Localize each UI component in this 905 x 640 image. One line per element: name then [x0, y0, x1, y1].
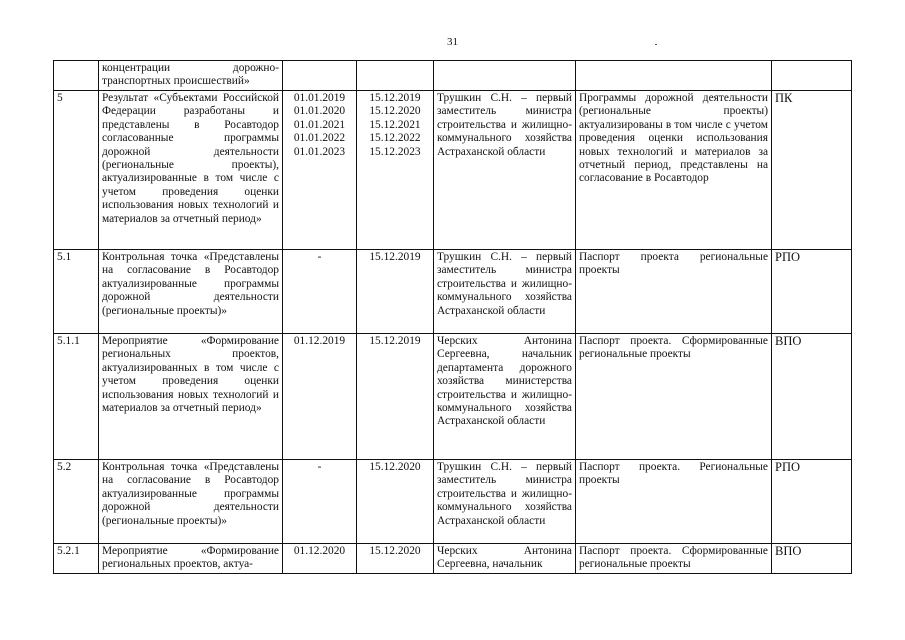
start-date: 01.01.2020 [293, 105, 346, 118]
row-number [54, 61, 99, 91]
row-end-date: 15.12.2020 [357, 460, 434, 544]
end-date: 15.12.2022 [369, 132, 421, 145]
start-date: 01.01.2022 [293, 132, 346, 145]
row-result [576, 61, 772, 91]
row-number: 5.2.1 [54, 544, 99, 574]
row-result: Паспорт проекта. Сформированные региональные проекты [576, 334, 772, 460]
row-name: Контрольная точка «Представлены на согласование в Росавтодор актуализированные программы дорожной деятельности (региональные проекты)» [99, 250, 283, 334]
row-name: Мероприятие «Формирование региональных проектов, актуа- [99, 544, 283, 574]
row-end-date: 15.12.2019 [357, 250, 434, 334]
row-name: Мероприятие «Формирование региональных проектов, актуализированных в том числе с учетом проведения оценки использования новых технологий и материалов за отчетный период» [99, 334, 283, 460]
row-start-date: 01.12.2019 [283, 334, 357, 460]
row-code: ПК [772, 91, 852, 250]
table-row [54, 61, 852, 91]
row-number: 5.2 [54, 460, 99, 544]
row-end-date [357, 61, 434, 91]
row-responsible: Трушкин С.Н. – первый заместитель министра строительства и жилищно-коммунального хозяйства Астраханской области [434, 460, 576, 544]
page-number: 31 [447, 36, 458, 48]
row-end-date [357, 91, 434, 250]
row-responsible: Черских Антонина Сергеевна, начальник [434, 544, 576, 574]
start-date: 01.01.2023 [293, 145, 346, 158]
row-code: РПО [772, 460, 852, 544]
row-code [772, 61, 852, 91]
start-date: 01.01.2019 [293, 92, 346, 104]
row-start-date: - [283, 460, 357, 544]
table-row [54, 250, 852, 334]
row-end-date: 15.12.2020 [357, 544, 434, 574]
row-start-date: - [283, 250, 357, 334]
row-code: ВПО [772, 544, 852, 574]
table-row [54, 91, 852, 250]
row-result: Паспорт проекта региональные проекты [576, 250, 772, 334]
row-name: Результат «Субъектами Российской Федерации разработаны и представлены в Росавтодор согласованные программы дорожной деятельности (региональные проекты), актуализированные в том числе с учетом проведения оценки использования новых технологий и материалов за отчетный период» [99, 91, 283, 250]
row-number: 5.1.1 [54, 334, 99, 460]
row-responsible: Трушкин С.Н. – первый заместитель министра строительства и жилищно-коммунального хозяйства Астраханской области [434, 250, 576, 334]
row-result: Паспорт проекта. Сформированные региональные проекты [576, 544, 772, 574]
row-number: 5 [54, 91, 99, 250]
table-row [54, 460, 852, 544]
row-name: концентрации дорожно-транспортных происшествий» [99, 61, 283, 91]
row-code: РПО [772, 250, 852, 334]
start-date: 01.01.2021 [293, 118, 346, 131]
row-responsible [434, 61, 576, 91]
end-date: 15.12.2020 [369, 105, 421, 118]
row-name: Контрольная точка «Представлены на согласование в Росавтодор актуализированные программы дорожной деятельности (региональные проекты)» [99, 460, 283, 544]
plan-table [53, 60, 852, 574]
row-responsible: Черских Антонина Сергеевна, начальник департамента дорожного хозяйства министерства строительства и жилищно-коммунального хозяйства Астраханской области [434, 334, 576, 460]
row-start-date [283, 61, 357, 91]
row-result: Программы дорожной деятельности (региональные проекты) актуализированы в том числе с учетом проведения оценки использования новых технологий и материалов за отчетный период, представлены на согласование в Росавтодор [576, 91, 772, 250]
end-date: 15.12.2021 [369, 118, 421, 131]
scan-speck [655, 44, 657, 45]
table-row [54, 544, 852, 574]
table-row [54, 334, 852, 460]
row-end-date: 15.12.2019 [357, 334, 434, 460]
row-start-date [283, 91, 357, 250]
end-date: 15.12.2019 [369, 92, 421, 104]
row-start-date: 01.12.2020 [283, 544, 357, 574]
row-result: Паспорт проекта. Региональные проекты [576, 460, 772, 544]
row-code: ВПО [772, 334, 852, 460]
row-responsible: Трушкин С.Н. – первый заместитель министра строительства и жилищно-коммунального хозяйства Астраханской области [434, 91, 576, 250]
end-date: 15.12.2023 [369, 145, 421, 158]
row-number: 5.1 [54, 250, 99, 334]
